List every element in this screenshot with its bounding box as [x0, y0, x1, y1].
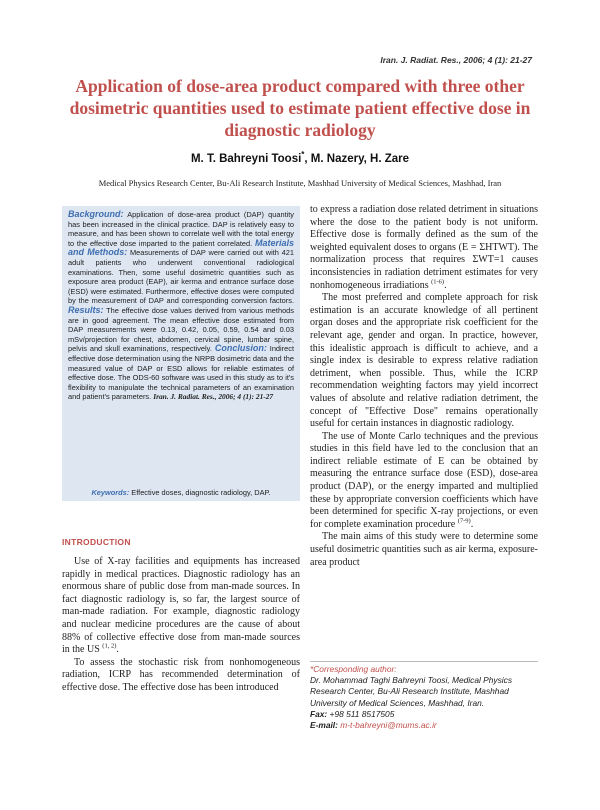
paragraph: The most preferred and complete approach for risk estimation is an accurate knowledge of all pertinent organ doses and the appropriate risk coefficient for the relevant age, gender and organ. In practice, however, this idealistic approach is difficult to achieve, and a single index is desirable to express relative radiation detriment, when possible. Thus, while the ICRP recommendation weighting factors may yield incorrect values of absolute and relative radiation detriment, the concept of "Effective Dose" remains operationally useful for certain instances in diagnostic radiology. — [310, 292, 538, 430]
paragraph-end: . — [116, 644, 119, 656]
paper-title: Application of dose-area product compared with three other dosimetric quantities used to estimate patient effective dose in diagnostic radiology — [69, 76, 531, 140]
paragraph-text: to express a radiation dose related detriment in situations where the dose to the patient body is not uniform. Effective dose is formally defined as the sum of the weighted equivalent doses to organs (E = ΣHTWT). The normalization process that requires ΣWT=1 causes inconsistencies in radiation detriment estimates for very nonhomogeneous irradiations — [310, 204, 538, 291]
correspondence-address: Dr. Mohammad Taghi Bahreyni Toosi, Medical Physics Research Center, Bu-Ali Research Institute, Mashhad University of Medical Sciences, Mashhad, Iran. — [310, 675, 513, 708]
paragraph: The main aims of this study were to determine some useful dosimetric quantities such as air kerma, exposure-area product — [310, 531, 538, 568]
left-column-body — [62, 556, 300, 695]
author-list — [0, 150, 600, 165]
journal-reference: Iran. J. Radiat. Res., 2006; 4 (1): 21-27 — [380, 55, 532, 65]
right-column-body — [310, 204, 538, 569]
paragraph — [310, 204, 538, 292]
corresponding-marker: * — [301, 150, 305, 159]
correspondence-email — [310, 720, 538, 731]
introduction-heading: INTRODUCTION — [62, 537, 131, 547]
abstract-methods-label: Materials and Methods: — [68, 237, 294, 258]
correspondence-fax — [310, 709, 538, 720]
paragraph-text: The use of Monte Carlo techniques and the previous studies in this field have led to the conclusion that an indirect reliable estimate of E can be obtained by measuring the entrance surface dose (ESD), dose-area product (DAP), or the energy imparted and multiplied these by appropriate conversion coefficients which have been determined for specific X-ray projections, or even for complete examination procedure — [310, 430, 538, 530]
reference-marker: (7-9) — [457, 517, 471, 525]
paragraph-end: . — [470, 518, 474, 530]
correspondence-divider — [310, 661, 538, 662]
keywords-text: Effective doses, diagnostic radiology, DAP. — [129, 488, 271, 497]
email-link[interactable]: m-t-bahreyni@mums.ac.ir — [337, 720, 437, 731]
fax-label: Fax: — [310, 708, 328, 719]
paragraph — [310, 431, 538, 532]
paragraph: To assess the stochastic risk from nonhomogeneous radiation, ICRP has recommended determination of effective dose. The effective dose has been introduced — [62, 656, 300, 693]
abstract-background-text: Application of dose-area product (DAP) quantity has been increased in the clinical practice. DAP is relatively easy to measure, and has been shown to correlate well with the total energy to the effective dose imparted to the patient correlated. — [68, 210, 294, 248]
corresponding-author-note — [310, 664, 538, 731]
abstract-conclusion-text: Indirect effective dose determination using the NRPB dosimetric data and the measured value of DAP or ESD allows for reliable estimates of effective dose. The ODS-60 software was used in this study as to it's flexibility to manipulate the technical parameters of an examination and patient's parameters. — [68, 344, 295, 402]
abstract-methods-text: Measurements of DAP were carried out with 421 adult patients who underwent conventional radiological examinations. Then, some useful dosimetric quantities such as exposure area product (EAP), air kerma and entrance surface dose (ESD) were estimated. Furthermore, effective doses were computed by the measurement of DAP and corresponding conversion factors. — [68, 248, 294, 306]
reference-marker: (1-6) — [431, 278, 445, 286]
affiliation: Medical Physics Research Center, Bu-Ali Research Institute, Mashhad University of Medical Sciences, Mashhad, Iran — [98, 178, 502, 188]
paragraph — [62, 556, 300, 657]
paragraph-text: Use of X-ray facilities and equipments has increased rapidly in medical practices. Diagnostic radiology has an enormous share of public dose from man-made sources. In fact diagnostic radiology is, so far, the largest source of man-made radiation. For example, diagnostic radiology and nuclear medicine procedures are the cause of about 88% of collective effective dose from man-made sources in the US — [62, 556, 300, 656]
abstract-background-label: Background: — [68, 209, 124, 219]
author-primary: M. T. Bahreyni Toosi — [190, 152, 302, 165]
abstract-conclusion-label: Conclusion: — [214, 343, 267, 354]
fax-value: +98 511 8517505 — [327, 708, 395, 719]
reference-marker: (1, 2) — [102, 642, 117, 650]
keywords-label: Keywords: — [91, 488, 130, 497]
abstract-results-text: The effective dose values derived from various methods are in good agreement. The mean effective dose estimated from DAP measurements were 0.13, 0.42, 0.05, 0.59, 0.54 and 0.03 mSv/projection for chest, abdomen, cervical spine, lumbar spine, pelvis and skull examinations, respectively. — [68, 305, 294, 354]
keywords — [68, 488, 294, 497]
abstract-results-label: Results: — [68, 304, 104, 315]
abstract — [68, 210, 294, 402]
paragraph-end: . — [444, 279, 447, 291]
author-others: , M. Nazery, H. Zare — [304, 152, 410, 165]
abstract-citation: Iran. J. Radiat. Res., 2006; 4 (1): 21-27 — [153, 392, 274, 402]
email-label: E-mail: — [310, 720, 338, 731]
correspondence-heading: *Corresponding author: — [310, 664, 397, 674]
